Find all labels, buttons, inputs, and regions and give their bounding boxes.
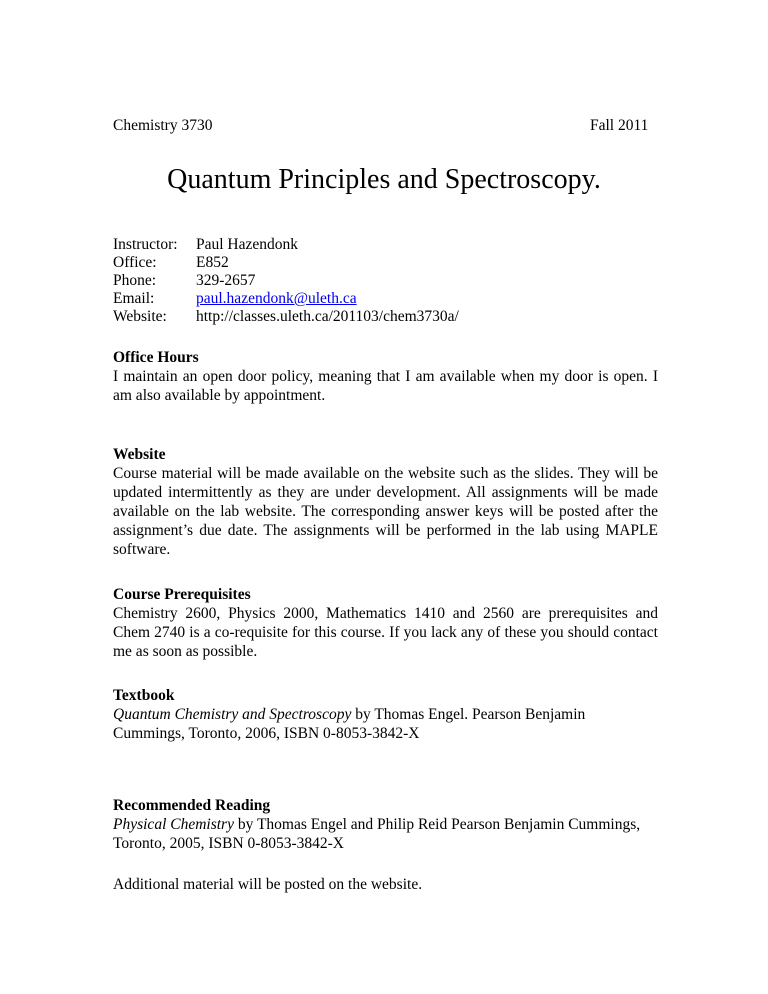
textbook-section	[113, 686, 658, 743]
book-title: Physical Chemistry	[113, 816, 234, 833]
contact-label: Instructor:	[113, 236, 178, 253]
section-text	[113, 705, 658, 743]
book-details: by Thomas Engel and Philip Reid Pearson Benjamin Cummings, Toronto, 2005, ISBN 0-8053-3842-X	[113, 816, 641, 852]
contact-label: Phone:	[113, 272, 157, 289]
email-link[interactable]: paul.hazendonk@uleth.ca	[196, 290, 357, 307]
contact-label: Email:	[113, 290, 155, 307]
additional-note-section	[113, 875, 658, 894]
book-title: Quantum Chemistry and Spectroscopy	[113, 706, 352, 723]
website-section	[113, 445, 658, 559]
term-label: Fall 2011	[590, 117, 649, 134]
instructor-name: Paul Hazendonk	[196, 236, 299, 253]
website-url: http://classes.uleth.ca/201103/chem3730a/	[196, 308, 459, 325]
office-value: E852	[196, 254, 229, 271]
section-heading: Office Hours	[113, 349, 199, 366]
contact-row-email	[113, 290, 459, 308]
book-details: by Thomas Engel. Pearson Benjamin Cummings, Toronto, 2006, ISBN 0-8053-3842-X	[113, 706, 586, 742]
contact-row-instructor	[113, 236, 459, 254]
contact-row-office	[113, 254, 459, 272]
section-text: Course material will be made available on the website such as the slides. They will be updated intermittently as they are under development. All assignments will be made available on the lab website. The corresponding answer keys will be posted after the assignment’s due date. The assignments will be performed in the lab using MAPLE software.	[113, 465, 658, 558]
page-title: Quantum Principles and Spectroscopy.	[167, 164, 601, 195]
phone-value: 329-2657	[196, 272, 256, 289]
course-number: Chemistry 3730	[113, 117, 213, 134]
section-text: Chemistry 2600, Physics 2000, Mathematics 1410 and 2560 are prerequisites and Chem 2740 is a co-requisite for this course. If you lack any of these you should contact me as soon as possible.	[113, 605, 658, 660]
section-text	[113, 815, 658, 853]
contact-label: Office:	[113, 254, 157, 271]
section-heading: Textbook	[113, 687, 175, 704]
contact-info	[113, 236, 459, 326]
additional-note: Additional material will be posted on the website.	[113, 876, 423, 893]
section-heading: Website	[113, 446, 166, 463]
contact-row-website	[113, 308, 459, 326]
contact-row-phone	[113, 272, 459, 290]
section-heading: Course Prerequisites	[113, 586, 251, 603]
office-hours-section	[113, 348, 658, 405]
contact-label: Website:	[113, 308, 167, 325]
prerequisites-section	[113, 585, 658, 661]
section-text: I maintain an open door policy, meaning that I am available when my door is open. I am also available by appointment.	[113, 368, 658, 404]
recommended-reading-section	[113, 796, 658, 853]
section-heading: Recommended Reading	[113, 797, 271, 814]
